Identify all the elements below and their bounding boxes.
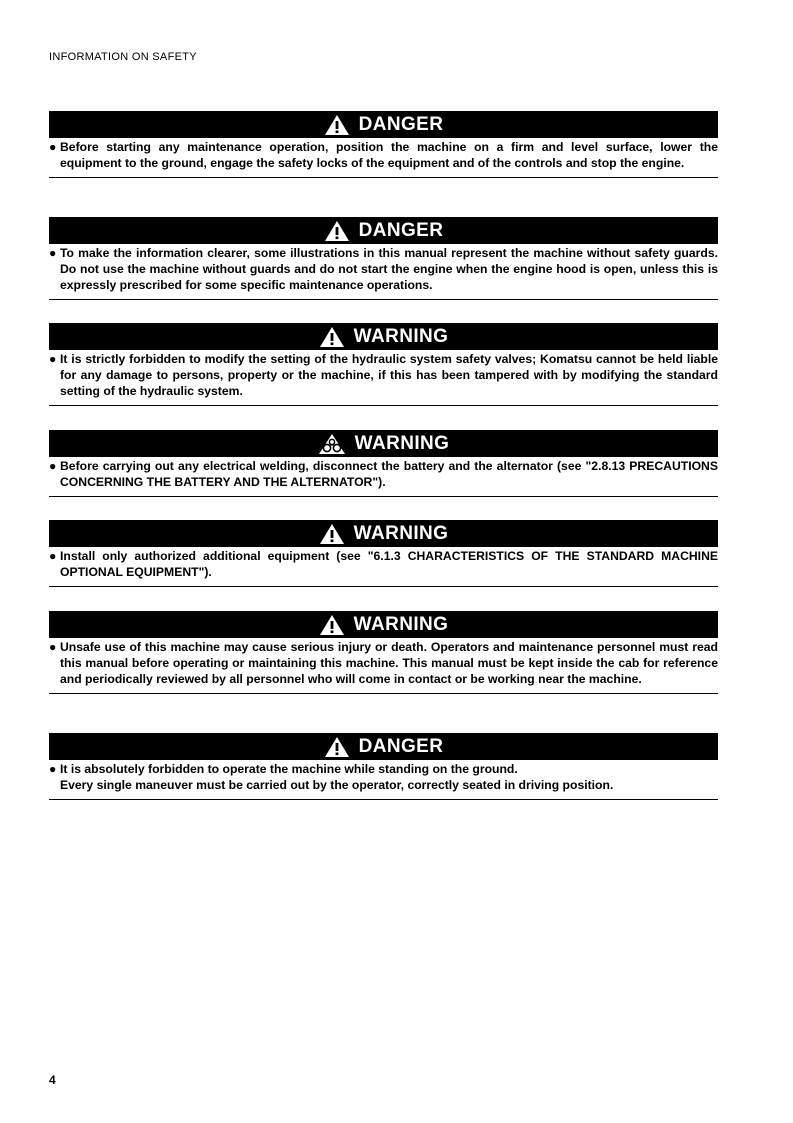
notice-level: WARNING xyxy=(354,432,450,454)
notice-line: Unsafe use of this machine may cause serious injury or death. Operators and maintenance personnel must read this manual before operating or maintaining this machine. This manual must be kept inside the cab for reference and periodically reviewed by all personnel who will come in contact or be working near the machine. xyxy=(60,640,718,686)
notice-text xyxy=(49,638,718,693)
notice-text xyxy=(49,138,718,177)
alert-triangle-icon xyxy=(319,523,345,545)
notice-line: To make the information clearer, some illustrations in this manual represent the machine without safety guards. Do not use the machine without guards and do not start the engine when the engine hood is open, unless this is expressly prescribed for some specific maintenance operations. xyxy=(60,246,718,292)
welding-hazard-icon xyxy=(318,433,346,455)
notice-line: Before starting any maintenance operation, position the machine on a firm and level surface, lower the equipment to the ground, engage the safety locks of the equipment and of the controls and stop the engine. xyxy=(60,140,718,170)
alert-triangle-icon xyxy=(319,614,345,636)
alert-triangle-icon xyxy=(324,736,350,758)
notice-level: WARNING xyxy=(353,522,449,544)
danger-notice-3 xyxy=(49,733,718,800)
bullet: ● xyxy=(49,762,57,776)
notice-bar xyxy=(49,111,718,138)
notice-level: DANGER xyxy=(358,735,444,757)
alert-triangle-icon xyxy=(319,326,345,348)
notice-text xyxy=(49,760,718,799)
notice-text xyxy=(49,457,718,496)
notice-bar xyxy=(49,217,718,244)
danger-notice-2 xyxy=(49,217,718,300)
notice-level: WARNING xyxy=(353,613,449,635)
warning-notice-3 xyxy=(49,520,718,587)
bullet: ● xyxy=(49,640,57,654)
notice-text xyxy=(49,244,718,299)
notice-bar xyxy=(49,733,718,760)
notice-level: WARNING xyxy=(353,325,449,347)
notice-level: DANGER xyxy=(358,219,444,241)
page-number: 4 xyxy=(49,1073,56,1087)
notice-text xyxy=(49,547,718,586)
notice-line: It is absolutely forbidden to operate the machine while standing on the ground. xyxy=(60,762,518,776)
warning-notice-4 xyxy=(49,611,718,694)
warning-notice-2 xyxy=(49,430,718,497)
notice-line: It is strictly forbidden to modify the setting of the hydraulic system safety valves; Komatsu cannot be held liable for any damage to persons, property or the machine, if this has been tampered with by modifying the standard setting of the hydraulic system. xyxy=(60,352,718,398)
alert-triangle-icon xyxy=(324,114,350,136)
alert-triangle-icon xyxy=(324,220,350,242)
notice-level: DANGER xyxy=(358,113,444,135)
notice-text xyxy=(49,350,718,405)
notice-line: Every single maneuver must be carried out by the operator, correctly seated in driving position. xyxy=(60,778,614,792)
bullet: ● xyxy=(49,246,57,260)
bullet: ● xyxy=(49,549,57,563)
running-header: INFORMATION ON SAFETY xyxy=(49,51,197,63)
bullet: ● xyxy=(49,140,57,154)
notice-bar xyxy=(49,323,718,350)
notice-line: Install only authorized additional equipment (see "6.1.3 CHARACTERISTICS OF THE STANDARD MACHINE OPTIONAL EQUIPMENT"). xyxy=(60,549,718,579)
warning-notice-1 xyxy=(49,323,718,406)
notice-bar xyxy=(49,611,718,638)
bullet: ● xyxy=(49,352,57,366)
bullet: ● xyxy=(49,459,57,473)
notice-line: Before carrying out any electrical welding, disconnect the battery and the alternator (see "2.8.13 PRECAUTIONS CONCERNING THE BATTERY AND THE ALTERNATOR"). xyxy=(60,459,718,489)
danger-notice-1 xyxy=(49,111,718,178)
notice-bar xyxy=(49,430,718,457)
notice-bar xyxy=(49,520,718,547)
